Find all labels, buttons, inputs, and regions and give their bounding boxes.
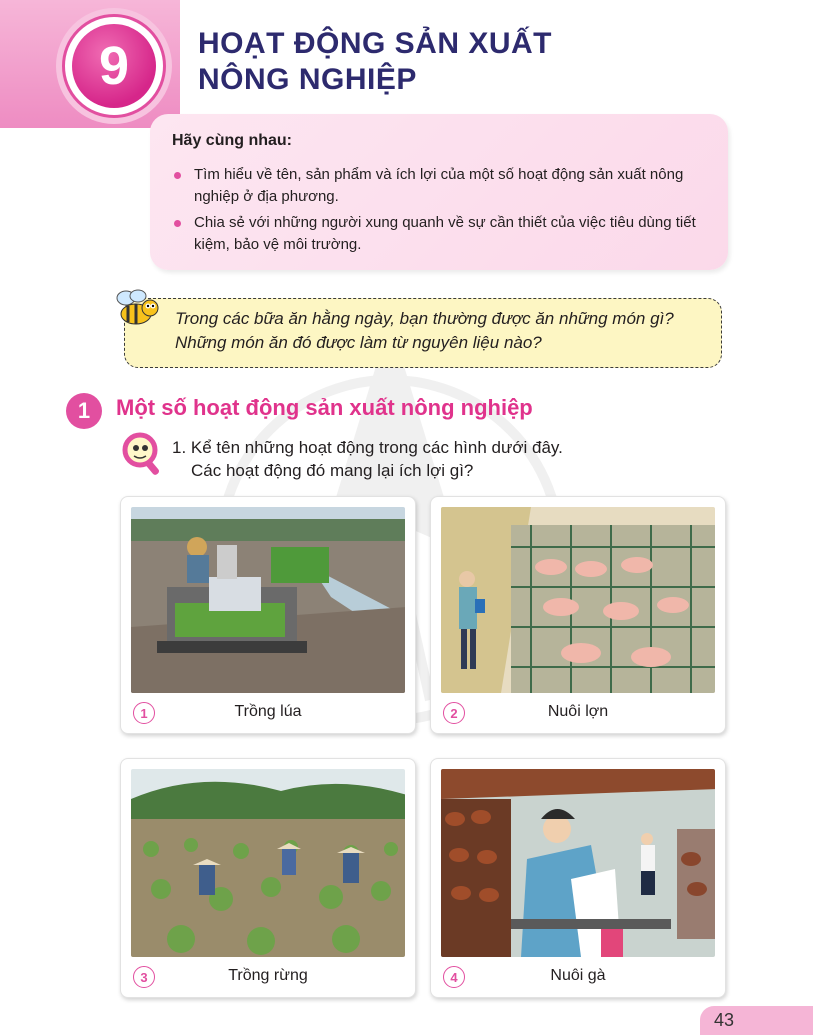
- magnifier-icon: [120, 430, 166, 478]
- rice-planting-illustration: [131, 507, 405, 693]
- pig-farming-illustration: [441, 507, 715, 693]
- card-label: Nuôi lợn: [547, 703, 609, 720]
- card-caption: [441, 957, 715, 999]
- lesson-badge: [62, 14, 166, 118]
- lesson-number: 9: [98, 36, 130, 96]
- card-number: 4: [443, 966, 465, 988]
- card-label: Trồng rừng: [228, 967, 308, 984]
- section-number: 1: [66, 393, 102, 429]
- objective-text: Chia sẻ với những người xung quanh về sự cần thiết của việc tiêu dùng tiết kiệm, bảo vệ môi trường.: [194, 214, 696, 253]
- objectives-box: [150, 114, 728, 270]
- activity-line1: 1. Kể tên những hoạt động trong các hình dưới đây.: [172, 438, 563, 457]
- chicken-farming-illustration: [441, 769, 715, 957]
- objective-item: [172, 164, 702, 208]
- pig-farming-image: [441, 507, 715, 693]
- lesson-title-line2: NÔNG NGHIỆP: [198, 63, 417, 96]
- activity-instruction: [172, 436, 652, 482]
- chicken-farming-image: [441, 769, 715, 957]
- page-number: 43: [714, 1010, 735, 1030]
- question-box: [124, 298, 722, 368]
- card-number: 3: [133, 966, 155, 988]
- image-card-3: [120, 758, 416, 998]
- objective-item: [172, 212, 702, 256]
- forest-planting-image: [131, 769, 405, 957]
- objectives-heading: Hãy cùng nhau:: [172, 132, 293, 149]
- card-label: Trồng lúa: [234, 703, 302, 720]
- bee-icon: [114, 288, 160, 328]
- rice-planting-image: [131, 507, 405, 693]
- objective-text: Tìm hiểu về tên, sản phẩm và ích lợi của một số hoạt động sản xuất nông nghiệp ở địa phương.: [194, 166, 684, 205]
- objectives-list: [172, 164, 702, 256]
- image-card-4: [430, 758, 726, 998]
- lesson-badge-inner: [72, 24, 156, 108]
- activity-line2: Các hoạt động đó mang lại ích lợi gì?: [191, 461, 474, 480]
- lesson-title-line1: HOẠT ĐỘNG SẢN XUẤT: [198, 27, 552, 60]
- section-title: Một số hoạt động sản xuất nông nghiệp: [116, 395, 533, 420]
- card-caption: [441, 693, 715, 735]
- lesson-title: [198, 26, 638, 98]
- card-caption: [131, 693, 405, 735]
- image-card-1: [120, 496, 416, 734]
- card-number: 2: [443, 702, 465, 724]
- card-label: Nuôi gà: [550, 967, 606, 984]
- card-caption: [131, 957, 405, 999]
- bullet-icon: [174, 172, 181, 179]
- card-number: 1: [133, 702, 155, 724]
- question-text: Trong các bữa ăn hằng ngày, bạn thường được ăn những món gì? Những món ăn đó được làm từ nguyên liệu nào?: [175, 309, 674, 352]
- forest-planting-illustration: [131, 769, 405, 957]
- bullet-icon: [174, 220, 181, 227]
- image-card-2: [430, 496, 726, 734]
